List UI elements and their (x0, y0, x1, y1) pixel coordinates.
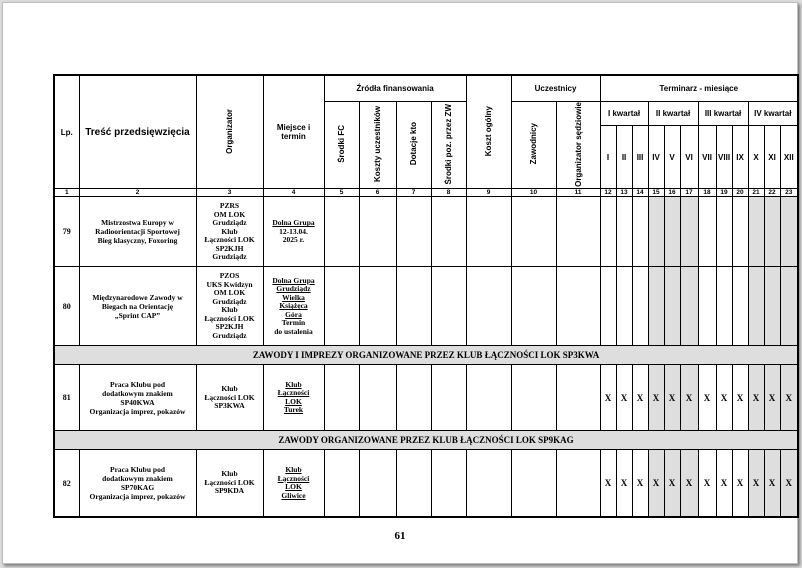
header-kwartal-3: III kwartał (698, 101, 748, 126)
header-zawodnicy: Zawodnicy (511, 101, 556, 189)
empty-cell (396, 267, 431, 346)
row-place-line: Gliwice (281, 490, 306, 500)
row-place (263, 197, 324, 267)
column-number: 3 (196, 189, 263, 197)
month-cell: X (616, 365, 632, 431)
row-description-line: dodatkowym znakiem (102, 474, 173, 484)
column-number: 12 (600, 189, 616, 197)
table-row (54, 267, 798, 346)
header-zrodla: Źródła finansowania (324, 75, 466, 101)
row-place (263, 267, 324, 346)
row-place-line: Termin (281, 318, 306, 328)
empty-cell (359, 197, 396, 267)
row-place-line: 2025 r. (282, 235, 305, 245)
row-description-line: Praca Klubu pod (109, 465, 165, 475)
row-place-line: Klub (285, 379, 302, 389)
row-organizer-line: SP3KWA (214, 401, 245, 411)
header-month-9: IX (732, 126, 748, 189)
month-cell (648, 197, 664, 267)
header-month-12: XII (780, 126, 798, 189)
month-cell: X (648, 365, 664, 431)
month-cell (680, 197, 698, 267)
month-cell: X (632, 365, 648, 431)
month-cell (616, 267, 632, 346)
month-cell (764, 267, 780, 346)
month-cell (698, 267, 716, 346)
empty-cell (359, 267, 396, 346)
header-month-4: IV (648, 126, 664, 189)
empty-cell (359, 365, 396, 431)
row-place-line: Książęca (279, 301, 308, 311)
month-cell: X (732, 450, 748, 517)
header-lp: Lp. (54, 75, 79, 189)
row-description-line: Radioorientacji Sportowej (95, 227, 180, 237)
empty-cell (396, 197, 431, 267)
header-srodki-poz: Środki poz. przez ZW (431, 101, 466, 189)
month-cell (680, 267, 698, 346)
row-description-line: Organizacja imprez, pokazów (89, 492, 186, 502)
row-organizer-line: SP2KJH (215, 322, 244, 332)
month-cell: X (748, 365, 764, 431)
empty-cell (466, 197, 511, 267)
column-number: 15 (648, 189, 664, 197)
row-place-line: Dolna Grupa (272, 218, 315, 228)
column-number: 19 (716, 189, 732, 197)
header-kwartal-2: II kwartał (648, 101, 698, 126)
column-number: 16 (664, 189, 680, 197)
row-description (79, 365, 196, 431)
row-place-line: Łączności (277, 473, 310, 483)
month-cell: X (616, 450, 632, 517)
month-cell (732, 197, 748, 267)
month-cell: X (780, 365, 798, 431)
month-cell (732, 267, 748, 346)
row-place-line: LOK (285, 482, 302, 492)
month-cell (648, 267, 664, 346)
row-description-line: Mistrzostwa Europy w (101, 218, 174, 228)
row-lp: 82 (54, 450, 79, 517)
empty-cell (359, 450, 396, 517)
header-dotacje: Dotacje kto (396, 101, 431, 189)
empty-cell (431, 197, 466, 267)
header-kwartal-4: IV kwartał (748, 101, 798, 126)
empty-cell (396, 365, 431, 431)
header-month-8: VIII (716, 126, 732, 189)
row-description (79, 450, 196, 517)
row-place-line: LOK (285, 396, 302, 406)
empty-cell (431, 365, 466, 431)
header-uczestnicy: Uczestnicy (511, 75, 600, 101)
row-description-line: SP70KAG (120, 483, 155, 493)
row-organizer-line: SP2KJH (215, 243, 244, 253)
row-description (79, 197, 196, 267)
column-number: 13 (616, 189, 632, 197)
empty-cell (324, 267, 359, 346)
month-cell (664, 197, 680, 267)
empty-cell (556, 450, 600, 517)
row-organizer-line: SP9KDA (214, 486, 245, 496)
table-row (54, 197, 798, 267)
empty-cell (324, 365, 359, 431)
row-organizer (196, 365, 263, 431)
empty-cell (396, 450, 431, 517)
month-cell: X (648, 450, 664, 517)
row-lp: 80 (54, 267, 79, 346)
empty-cell (466, 365, 511, 431)
month-cell (600, 267, 616, 346)
header-month-3: III (632, 126, 648, 189)
month-cell (748, 267, 764, 346)
row-organizer-line: Łączności LOK (204, 477, 255, 487)
header-srodki-fc: Środki FC (324, 101, 359, 189)
row-place-line: Dolna Grupa (272, 275, 315, 285)
month-cell (632, 197, 648, 267)
empty-cell (556, 267, 600, 346)
month-cell (716, 267, 732, 346)
empty-cell (556, 197, 600, 267)
month-cell (664, 267, 680, 346)
row-organizer (196, 197, 263, 267)
month-cell: X (748, 450, 764, 517)
column-number: 20 (732, 189, 748, 197)
row-organizer-line: Klub (221, 469, 238, 479)
row-place-line: Wielka (282, 292, 305, 302)
month-cell (616, 197, 632, 267)
row-place-line: Klub (285, 465, 302, 475)
month-cell (748, 197, 764, 267)
month-cell (780, 267, 798, 346)
section-header (54, 346, 798, 365)
header-terminarz: Terminarz - miesiące (600, 75, 798, 101)
empty-cell (466, 450, 511, 517)
month-cell (698, 197, 716, 267)
row-organizer-line: Klub (221, 305, 238, 315)
row-organizer-line: Grudziądz (212, 218, 247, 228)
month-cell: X (600, 365, 616, 431)
month-cell: X (780, 450, 798, 517)
empty-cell (556, 365, 600, 431)
header-org-sedziowie: Organizator sędziowie (556, 101, 600, 189)
column-number: 5 (324, 189, 359, 197)
document-page (2, 2, 798, 564)
column-number: 2 (79, 189, 196, 197)
row-organizer-line: PZRS (219, 201, 240, 211)
row-organizer (196, 267, 263, 346)
table-row (54, 450, 798, 517)
row-place-line: do ustalenia (274, 326, 313, 336)
schedule-table (53, 74, 799, 518)
row-description-line: Praca Klubu pod (109, 379, 165, 389)
column-number: 10 (511, 189, 556, 197)
empty-cell (511, 365, 556, 431)
month-cell: X (664, 365, 680, 431)
header-month-1: I (600, 126, 616, 189)
column-number: 4 (263, 189, 324, 197)
month-cell (764, 197, 780, 267)
header-month-11: XI (764, 126, 780, 189)
row-organizer-line: UKS Kwidzyn (206, 279, 253, 289)
month-cell: X (664, 450, 680, 517)
empty-cell (431, 450, 466, 517)
row-organizer-line: Łączności LOK (204, 235, 255, 245)
empty-cell (511, 450, 556, 517)
empty-cell (431, 267, 466, 346)
row-place (263, 450, 324, 517)
month-cell: X (716, 365, 732, 431)
column-number: 17 (680, 189, 698, 197)
column-number: 18 (698, 189, 716, 197)
header-month-2: II (616, 126, 632, 189)
month-cell (600, 197, 616, 267)
row-organizer-line: Łączności LOK (204, 392, 255, 402)
row-description (79, 267, 196, 346)
month-cell: X (732, 365, 748, 431)
page-number: 61 (394, 530, 406, 542)
row-description-line: Bieg klasyczny, Foxoring (97, 236, 178, 246)
row-place-line: Góra (285, 309, 302, 319)
header-tresc: Treść przedsięwzięcia (79, 75, 196, 189)
header-organizator: Organizator (196, 75, 263, 189)
row-description-line: „Sprint CAP” (114, 310, 161, 320)
column-number: 23 (780, 189, 798, 197)
column-number: 7 (396, 189, 431, 197)
table-row (54, 365, 798, 431)
row-organizer-line: OM LOK (213, 209, 246, 219)
row-place (263, 365, 324, 431)
empty-cell (324, 450, 359, 517)
row-organizer-line: Łączności LOK (204, 313, 255, 323)
section-title: ZAWODY I IMPREZY ORGANIZOWANE PRZEZ KLUB ŁĄCZNOŚCI LOK SP3KWA (54, 346, 798, 365)
row-organizer-line: Grudziądz (212, 252, 247, 262)
empty-cell (466, 267, 511, 346)
row-place-line: Turek (283, 405, 304, 415)
column-number: 6 (359, 189, 396, 197)
row-place-line: 12-13.04. (279, 226, 308, 236)
row-organizer-line: Grudziądz (212, 296, 247, 306)
month-cell: X (632, 450, 648, 517)
month-cell (716, 197, 732, 267)
row-place-line: Łączności (277, 388, 310, 398)
column-number: 14 (632, 189, 648, 197)
column-number: 21 (748, 189, 764, 197)
row-description-line: dodatkowym znakiem (102, 388, 173, 398)
month-cell: X (600, 450, 616, 517)
header-month-6: VI (680, 126, 698, 189)
empty-cell (511, 267, 556, 346)
column-number: 8 (431, 189, 466, 197)
row-organizer-line: PZOS (219, 271, 240, 281)
month-cell (632, 267, 648, 346)
header-month-5: V (664, 126, 680, 189)
header-month-7: VII (698, 126, 716, 189)
month-cell: X (680, 450, 698, 517)
section-header (54, 431, 798, 450)
row-organizer-line: Klub (221, 226, 238, 236)
month-cell: X (716, 450, 732, 517)
header-koszt-ogolny: Koszt ogólny (466, 75, 511, 189)
month-cell: X (698, 450, 716, 517)
column-number: 9 (466, 189, 511, 197)
row-description-line: Organizacja imprez, pokazów (89, 406, 186, 416)
header-month-10: X (748, 126, 764, 189)
month-cell (780, 197, 798, 267)
row-description-line: Biegach na Orientację (101, 301, 174, 311)
month-cell: X (764, 450, 780, 517)
row-description-line: Międzynarodowe Zawody w (92, 292, 183, 302)
empty-cell (324, 197, 359, 267)
column-number: 22 (764, 189, 780, 197)
month-cell: X (680, 365, 698, 431)
header-koszty: Koszty uczestników (359, 101, 396, 189)
column-number: 1 (54, 189, 79, 197)
section-title: ZAWODY ORGANIZOWANE PRZEZ KLUB ŁĄCZNOŚCI LOK SP9KAG (54, 431, 798, 450)
empty-cell (511, 197, 556, 267)
row-organizer (196, 450, 263, 517)
row-organizer-line: Klub (221, 384, 238, 394)
row-organizer-line: Grudziądz (212, 330, 247, 340)
column-number: 11 (556, 189, 600, 197)
month-cell: X (764, 365, 780, 431)
header-miejsce: Miejsce i termin (263, 75, 324, 189)
row-organizer-line: OM LOK (213, 288, 246, 298)
month-cell: X (698, 365, 716, 431)
header-kwartal-1: I kwartał (600, 101, 648, 126)
row-place-line: Grudziądz (276, 284, 311, 294)
row-lp: 79 (54, 197, 79, 267)
row-lp: 81 (54, 365, 79, 431)
row-description-line: SP40KWA (120, 397, 155, 407)
